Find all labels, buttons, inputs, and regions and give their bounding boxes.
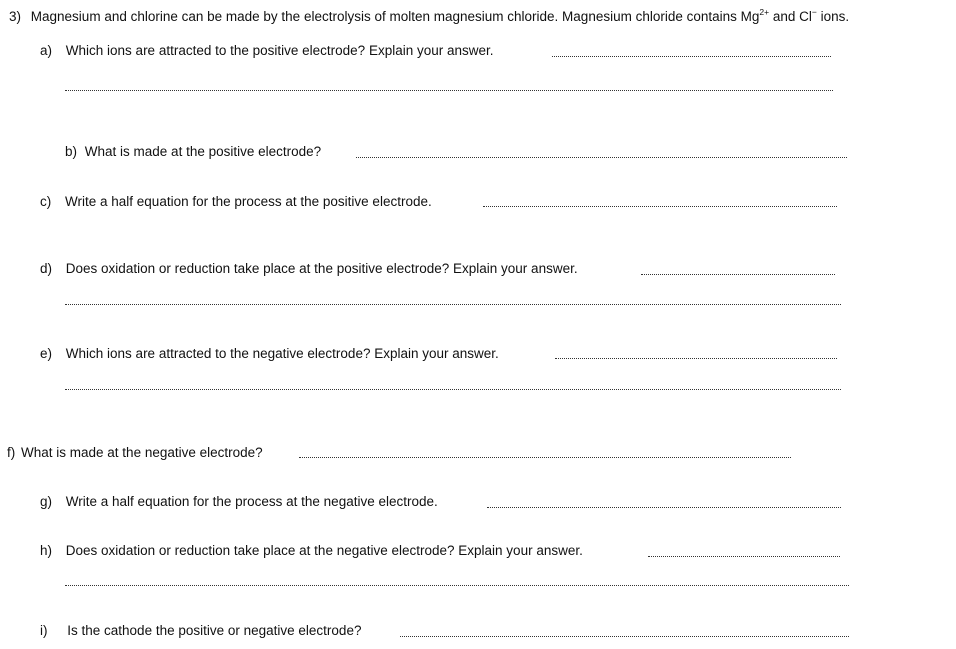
question-h	[40, 543, 583, 559]
question-d	[40, 261, 578, 277]
question-b-marker: b)	[65, 144, 78, 159]
question-c-marker: c)	[40, 194, 52, 209]
question-c	[40, 194, 432, 210]
answer-line-e1[interactable]	[555, 358, 837, 359]
question-a-text: Which ions are attracted to the positive electrode? Explain your answer.	[65, 43, 494, 58]
question-g-text: Write a half equation for the process at the negative electrode.	[65, 494, 438, 509]
question-f-text: What is made at the negative electrode?	[21, 445, 263, 460]
question-g-marker: g)	[40, 494, 53, 509]
question-d-marker: d)	[40, 261, 53, 276]
question-i	[40, 623, 361, 639]
answer-line-g[interactable]	[487, 507, 841, 508]
question-intro	[9, 9, 849, 25]
answer-line-d1[interactable]	[641, 274, 835, 275]
intro-text: Magnesium and chlorine can be made by the electrolysis of molten magnesium chloride. Magnesium chloride contains $Mg^{2+}$ and Cl− ions.	[30, 7, 850, 24]
question-i-marker: i)	[40, 623, 48, 638]
question-g	[40, 494, 438, 510]
question-e	[40, 346, 499, 362]
question-a	[40, 43, 494, 59]
question-b-text: What is made at the positive electrode?	[84, 144, 322, 159]
question-c-text: Write a half equation for the process at the positive electrode.	[65, 194, 432, 209]
answer-line-h1[interactable]	[648, 556, 840, 557]
question-i-text: Is the cathode the positive or negative electrode?	[67, 623, 362, 638]
answer-line-a1[interactable]	[552, 56, 831, 57]
answer-line-d2[interactable]	[65, 304, 841, 305]
answer-line-e2[interactable]	[65, 389, 841, 390]
answer-line-i[interactable]	[400, 636, 849, 637]
answer-line-b[interactable]	[356, 157, 847, 158]
question-e-text: Which ions are attracted to the negative electrode? Explain your answer.	[65, 346, 499, 361]
answer-line-a2[interactable]	[65, 90, 833, 91]
question-f	[7, 445, 263, 461]
answer-line-f[interactable]	[299, 457, 791, 458]
question-h-marker: h)	[40, 543, 53, 558]
question-a-marker: a)	[40, 43, 53, 58]
question-f-marker: f)	[7, 445, 16, 460]
answer-line-c[interactable]	[483, 206, 837, 207]
question-d-text: Does oxidation or reduction take place at the positive electrode? Explain your answer.	[65, 261, 578, 276]
question-b	[65, 144, 321, 160]
question-number: 3)	[9, 9, 22, 24]
question-e-marker: e)	[40, 346, 53, 361]
answer-line-h2[interactable]	[65, 585, 849, 586]
question-h-text: Does oxidation or reduction take place at the negative electrode? Explain your answer.	[65, 543, 583, 558]
